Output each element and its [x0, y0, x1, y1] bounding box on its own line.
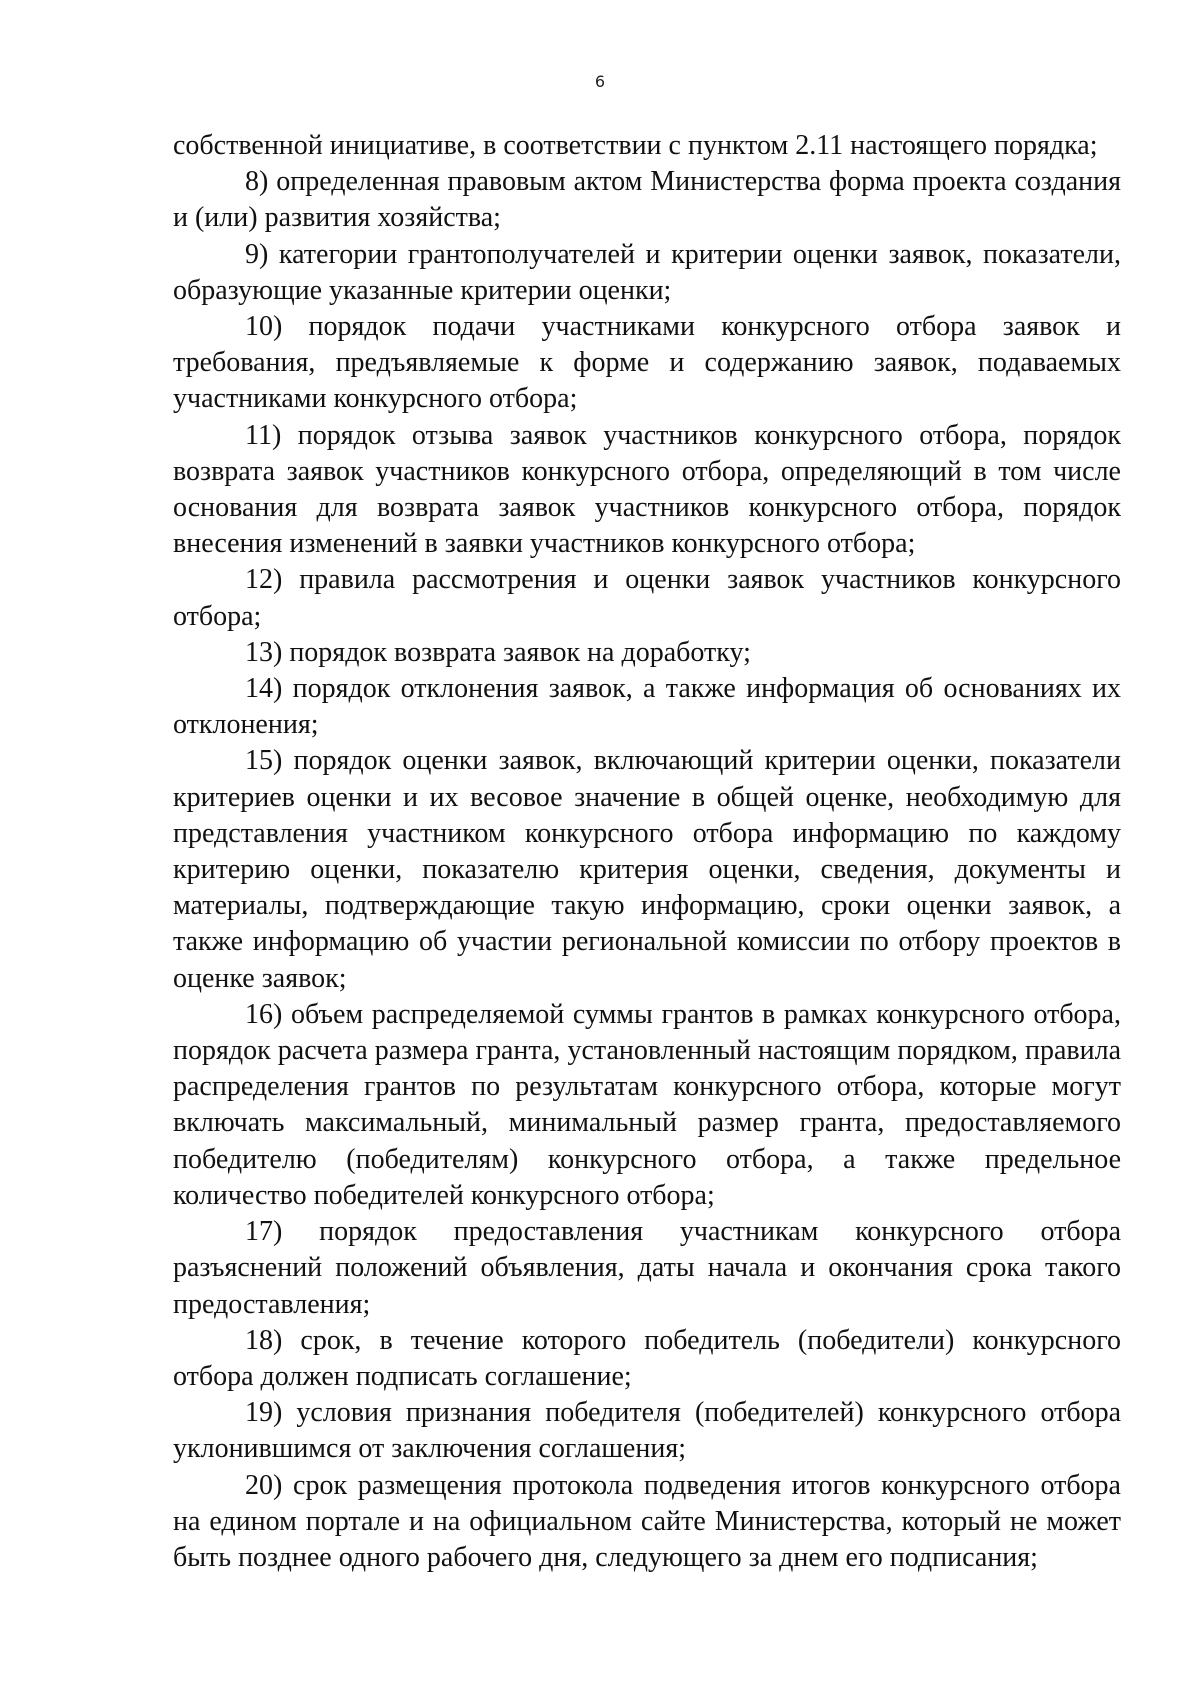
- paragraph-item-10: 10) порядок подачи участниками конкурсного отбора заявок и требования, предъявляемые к форме и содержанию заявок, подаваемых участниками конкурсного отбора;: [173, 311, 1121, 415]
- page-number: 6: [594, 72, 606, 91]
- paragraph-item-18: 18) срок, в течение которого победитель (победители) конкурсного отбора должен подписать соглашение;: [173, 1324, 1121, 1392]
- paragraph-item-13: 13) порядок возврата заявок на доработку;: [245, 636, 751, 668]
- paragraph-item-8: 8) определенная правовым актом Министерства форма проекта создания и (или) развития хозяйства;: [173, 166, 1121, 234]
- document-body: [173, 128, 1121, 1576]
- paragraph-continuation: собственной инициативе, в соответствии с пунктом 2.11 настоящего порядка;: [173, 130, 1098, 161]
- paragraph-item-9: 9) категории грантополучателей и критерии оценки заявок, показатели, образующие указанные критерии оценки;: [173, 238, 1121, 306]
- paragraph-item-20: 20) срок размещения протокола подведения итогов конкурсного отбора на едином портале и на официальном сайте Министерства, который не может быть позднее одного рабочего дня, следующего за днем его подписания;: [173, 1469, 1121, 1573]
- paragraph-item-17: 17) порядок предоставления участникам конкурсного отбора разъяснений положений объявления, даты начала и окончания срока такого предоставления;: [173, 1216, 1121, 1320]
- paragraph-item-16: 16) объем распределяемой суммы грантов в рамках конкурсного отбора, порядок расчета размера гранта, установленный настоящим порядком, правила распределения грантов по результатам конкурсного отбора, которые могут включать максимальный, минимальный размер гранта, предоставляемого победителю (победителям) конкурсного отбора, а также предельное количество победителей конкурсного отбора;: [173, 998, 1121, 1211]
- paragraph-item-12: 12) правила рассмотрения и оценки заявок участников конкурсного отбора;: [173, 564, 1121, 632]
- paragraph-item-11: 11) порядок отзыва заявок участников конкурсного отбора, порядок возврата заявок участников конкурсного отбора, определяющий в том числе основания для возврата заявок участников конкурсного отбора, порядок внесения изменений в заявки участников конкурсного отбора;: [173, 419, 1121, 560]
- paragraph-item-19: 19) условия признания победителя (победителей) конкурсного отбора уклонившимся от заключения соглашения;: [173, 1397, 1121, 1465]
- paragraph-item-15: 15) порядок оценки заявок, включающий критерии оценки, показатели критериев оценки и их весовое значение в общей оценке, необходимую для представления участником конкурсного отбора информацию по каждому критерию оценки, показателю критерия оценки, сведения, документы и материалы, подтверждающие такую информацию, сроки оценки заявок, а также информацию об участии региональной комиссии по отбору проектов в оценке заявок;: [173, 745, 1121, 994]
- paragraph-item-14: 14) порядок отклонения заявок, а также информация об основаниях их отклонения;: [173, 673, 1121, 741]
